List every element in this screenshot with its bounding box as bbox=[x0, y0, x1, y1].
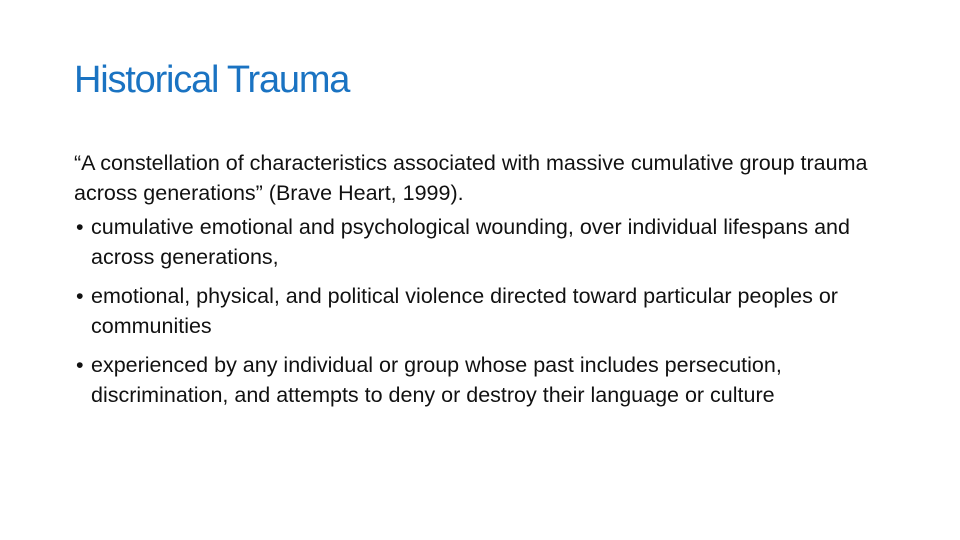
bullet-icon: • bbox=[76, 215, 84, 239]
bullet-item bbox=[74, 350, 894, 410]
definition-quote: “A constellation of characteristics associated with massive cumulative group trauma across generations” (Brave Heart, 1999). bbox=[74, 151, 868, 205]
bullet-list bbox=[74, 212, 894, 410]
bullet-text: emotional, physical, and political violence directed toward particular peoples or communities bbox=[91, 284, 838, 338]
bullet-icon: • bbox=[76, 353, 84, 377]
bullet-text: experienced by any individual or group whose past includes persecution, discrimination, and attempts to deny or destroy their language or culture bbox=[91, 353, 782, 407]
slide-body bbox=[74, 148, 894, 419]
bullet-item bbox=[74, 281, 894, 341]
bullet-icon: • bbox=[76, 284, 84, 308]
bullet-item bbox=[74, 212, 894, 272]
slide-title: Historical Trauma bbox=[74, 59, 350, 101]
bullet-text: cumulative emotional and psychological wounding, over individual lifespans and across generations, bbox=[91, 215, 850, 269]
